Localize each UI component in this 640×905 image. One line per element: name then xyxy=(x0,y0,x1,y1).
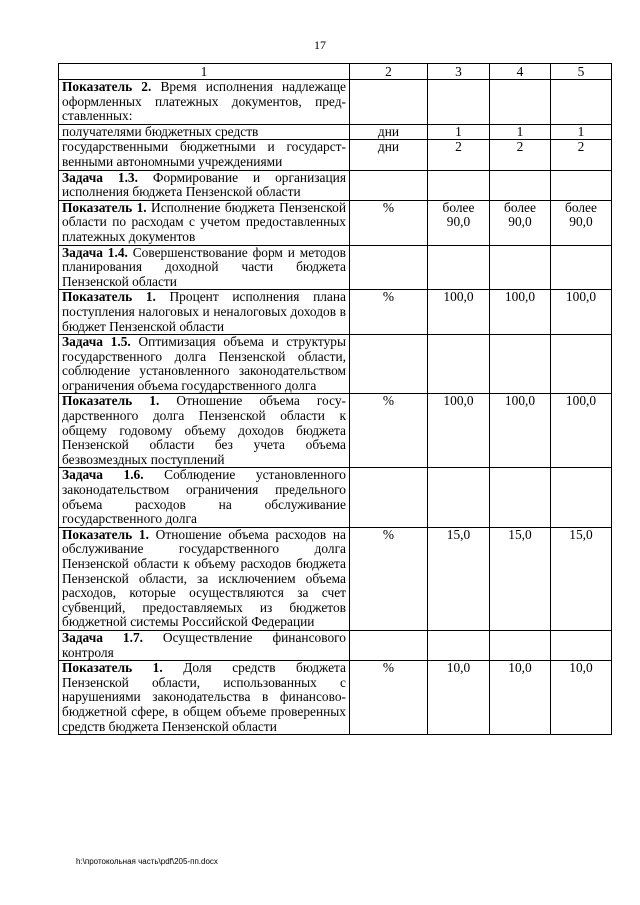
table-row xyxy=(59,335,612,394)
table-row xyxy=(59,290,612,335)
row-text: Осуществление финансового контроля xyxy=(62,629,346,660)
row-text: получателями бюджетных средств xyxy=(62,123,259,139)
description-cell xyxy=(59,468,350,527)
unit-cell: % xyxy=(350,527,428,630)
value-cell: более 90,0 xyxy=(490,200,551,245)
column-header: 1 xyxy=(59,64,350,80)
value-cell xyxy=(428,245,490,290)
row-text: Соблюдение установленного законодательством ограничения предельного объема расходов на обслуживание государственного долга xyxy=(62,467,346,527)
value-cell: 10,0 xyxy=(428,661,490,735)
value-cell: 100,0 xyxy=(428,394,490,468)
table-row xyxy=(59,170,612,200)
table-row xyxy=(59,245,612,290)
row-text: Исполнение бюджета Пензенской области по расходам с учетом предоставленных платежных документов xyxy=(62,199,346,244)
unit-cell xyxy=(350,335,428,394)
column-header: 4 xyxy=(490,64,551,80)
value-cell: 2 xyxy=(490,140,551,170)
column-header: 5 xyxy=(551,64,612,80)
description-cell xyxy=(59,80,350,125)
value-cell xyxy=(551,335,612,394)
table-row xyxy=(59,394,612,468)
row-text: Совершенствование форм и методов планирования доходной части бюджета Пензенской области xyxy=(62,244,346,289)
value-cell xyxy=(428,630,490,660)
value-cell xyxy=(490,80,551,125)
row-text: государственными бюджетными и государственными автономными учреждениями xyxy=(62,139,346,169)
value-cell xyxy=(428,170,490,200)
unit-cell: % xyxy=(350,200,428,245)
row-label: Показатель 1. xyxy=(62,660,163,676)
unit-cell xyxy=(350,170,428,200)
indicators-table xyxy=(58,63,612,735)
value-cell xyxy=(490,245,551,290)
description-cell xyxy=(59,394,350,468)
unit-cell xyxy=(350,245,428,290)
header-row xyxy=(59,64,612,80)
table-row xyxy=(59,140,612,170)
value-cell xyxy=(428,335,490,394)
value-cell: 100,0 xyxy=(551,394,612,468)
value-cell xyxy=(428,468,490,527)
value-cell: 100,0 xyxy=(490,290,551,335)
value-cell xyxy=(551,468,612,527)
row-label: Задача 1.7. xyxy=(62,629,143,645)
description-cell xyxy=(59,170,350,200)
unit-cell xyxy=(350,80,428,125)
description-cell xyxy=(59,630,350,660)
row-label: Задача 1.3. xyxy=(62,169,138,185)
unit-cell: дни xyxy=(350,124,428,140)
row-label: Задача 1.6. xyxy=(62,467,144,483)
table-row xyxy=(59,661,612,735)
unit-cell: дни xyxy=(350,140,428,170)
row-label: Показатель 1. xyxy=(62,393,160,409)
row-text: Время исполнения надлежаще оформленных платежных документов, представленных: xyxy=(62,79,346,124)
row-text: Процент исполнения плана поступления налоговых и неналоговых доходов в бюджет Пензенской области xyxy=(62,289,346,334)
table-row xyxy=(59,200,612,245)
row-text: Оптимизация объема и структуры государственного долга Пензенской области, соблюдение установленного законодательством ограничения объема государственного долга xyxy=(62,334,346,393)
description-cell xyxy=(59,200,350,245)
value-cell: 100,0 xyxy=(490,394,551,468)
value-cell: более 90,0 xyxy=(551,200,612,245)
value-cell: 10,0 xyxy=(551,661,612,735)
row-text: Доля средств бюджета Пензенской области, использованных с нарушениями законодательства в финансово-бюджетной сфере, в общем объеме проверенных средств бюджета Пензенской области xyxy=(62,660,346,734)
row-label: Задача 1.5. xyxy=(62,334,131,350)
row-text: Формирование и организация исполнения бюджета Пензенской области xyxy=(62,169,346,200)
row-label: Показатель 2. xyxy=(62,79,152,94)
description-cell xyxy=(59,527,350,630)
value-cell: 1 xyxy=(551,124,612,140)
value-cell xyxy=(551,170,612,200)
value-cell xyxy=(490,170,551,200)
value-cell xyxy=(490,468,551,527)
value-cell: 100,0 xyxy=(428,290,490,335)
value-cell xyxy=(490,335,551,394)
table-row xyxy=(59,124,612,140)
unit-cell xyxy=(350,468,428,527)
table-row xyxy=(59,468,612,527)
value-cell: 15,0 xyxy=(490,527,551,630)
description-cell xyxy=(59,140,350,170)
description-cell xyxy=(59,245,350,290)
description-cell xyxy=(59,290,350,335)
table-row xyxy=(59,630,612,660)
file-path-footer: h:\протокольная часть\pdf\205-пп.docx xyxy=(76,857,218,866)
table-row xyxy=(59,527,612,630)
description-cell xyxy=(59,335,350,394)
value-cell: 1 xyxy=(490,124,551,140)
value-cell xyxy=(490,630,551,660)
column-header: 2 xyxy=(350,64,428,80)
description-cell xyxy=(59,124,350,140)
value-cell: 2 xyxy=(551,140,612,170)
value-cell: 1 xyxy=(428,124,490,140)
value-cell xyxy=(551,630,612,660)
value-cell: 100,0 xyxy=(551,290,612,335)
value-cell: 15,0 xyxy=(551,527,612,630)
description-cell xyxy=(59,661,350,735)
row-text: Отношение объема расходов на обслуживание государственного долга Пензенской области к объему расходов бюджета Пензенской области, за исключением объема расходов, которые осуществляются за счет субвенций, предоставляемых из бюджетов бюджетной системы Российской Федерации xyxy=(62,526,347,630)
unit-cell: % xyxy=(350,394,428,468)
unit-cell xyxy=(350,630,428,660)
row-label: Показатель 1. xyxy=(62,289,156,305)
unit-cell: % xyxy=(350,661,428,735)
value-cell: более 90,0 xyxy=(428,200,490,245)
row-label: Показатель 1. xyxy=(62,526,149,542)
unit-cell: % xyxy=(350,290,428,335)
value-cell xyxy=(551,245,612,290)
page-number: 17 xyxy=(314,38,326,52)
row-label: Показатель 1. xyxy=(62,199,147,215)
value-cell xyxy=(551,80,612,125)
table-row xyxy=(59,80,612,125)
value-cell: 15,0 xyxy=(428,527,490,630)
column-header: 3 xyxy=(428,64,490,80)
value-cell: 2 xyxy=(428,140,490,170)
row-label: Задача 1.4. xyxy=(62,244,128,260)
value-cell xyxy=(428,80,490,125)
row-text: Отношение объема государственного долга Пензенской области к общему годовому объему доходов бюджета Пензенской области без учета объема безвозмездных поступлений xyxy=(62,393,346,467)
value-cell: 10,0 xyxy=(490,661,551,735)
